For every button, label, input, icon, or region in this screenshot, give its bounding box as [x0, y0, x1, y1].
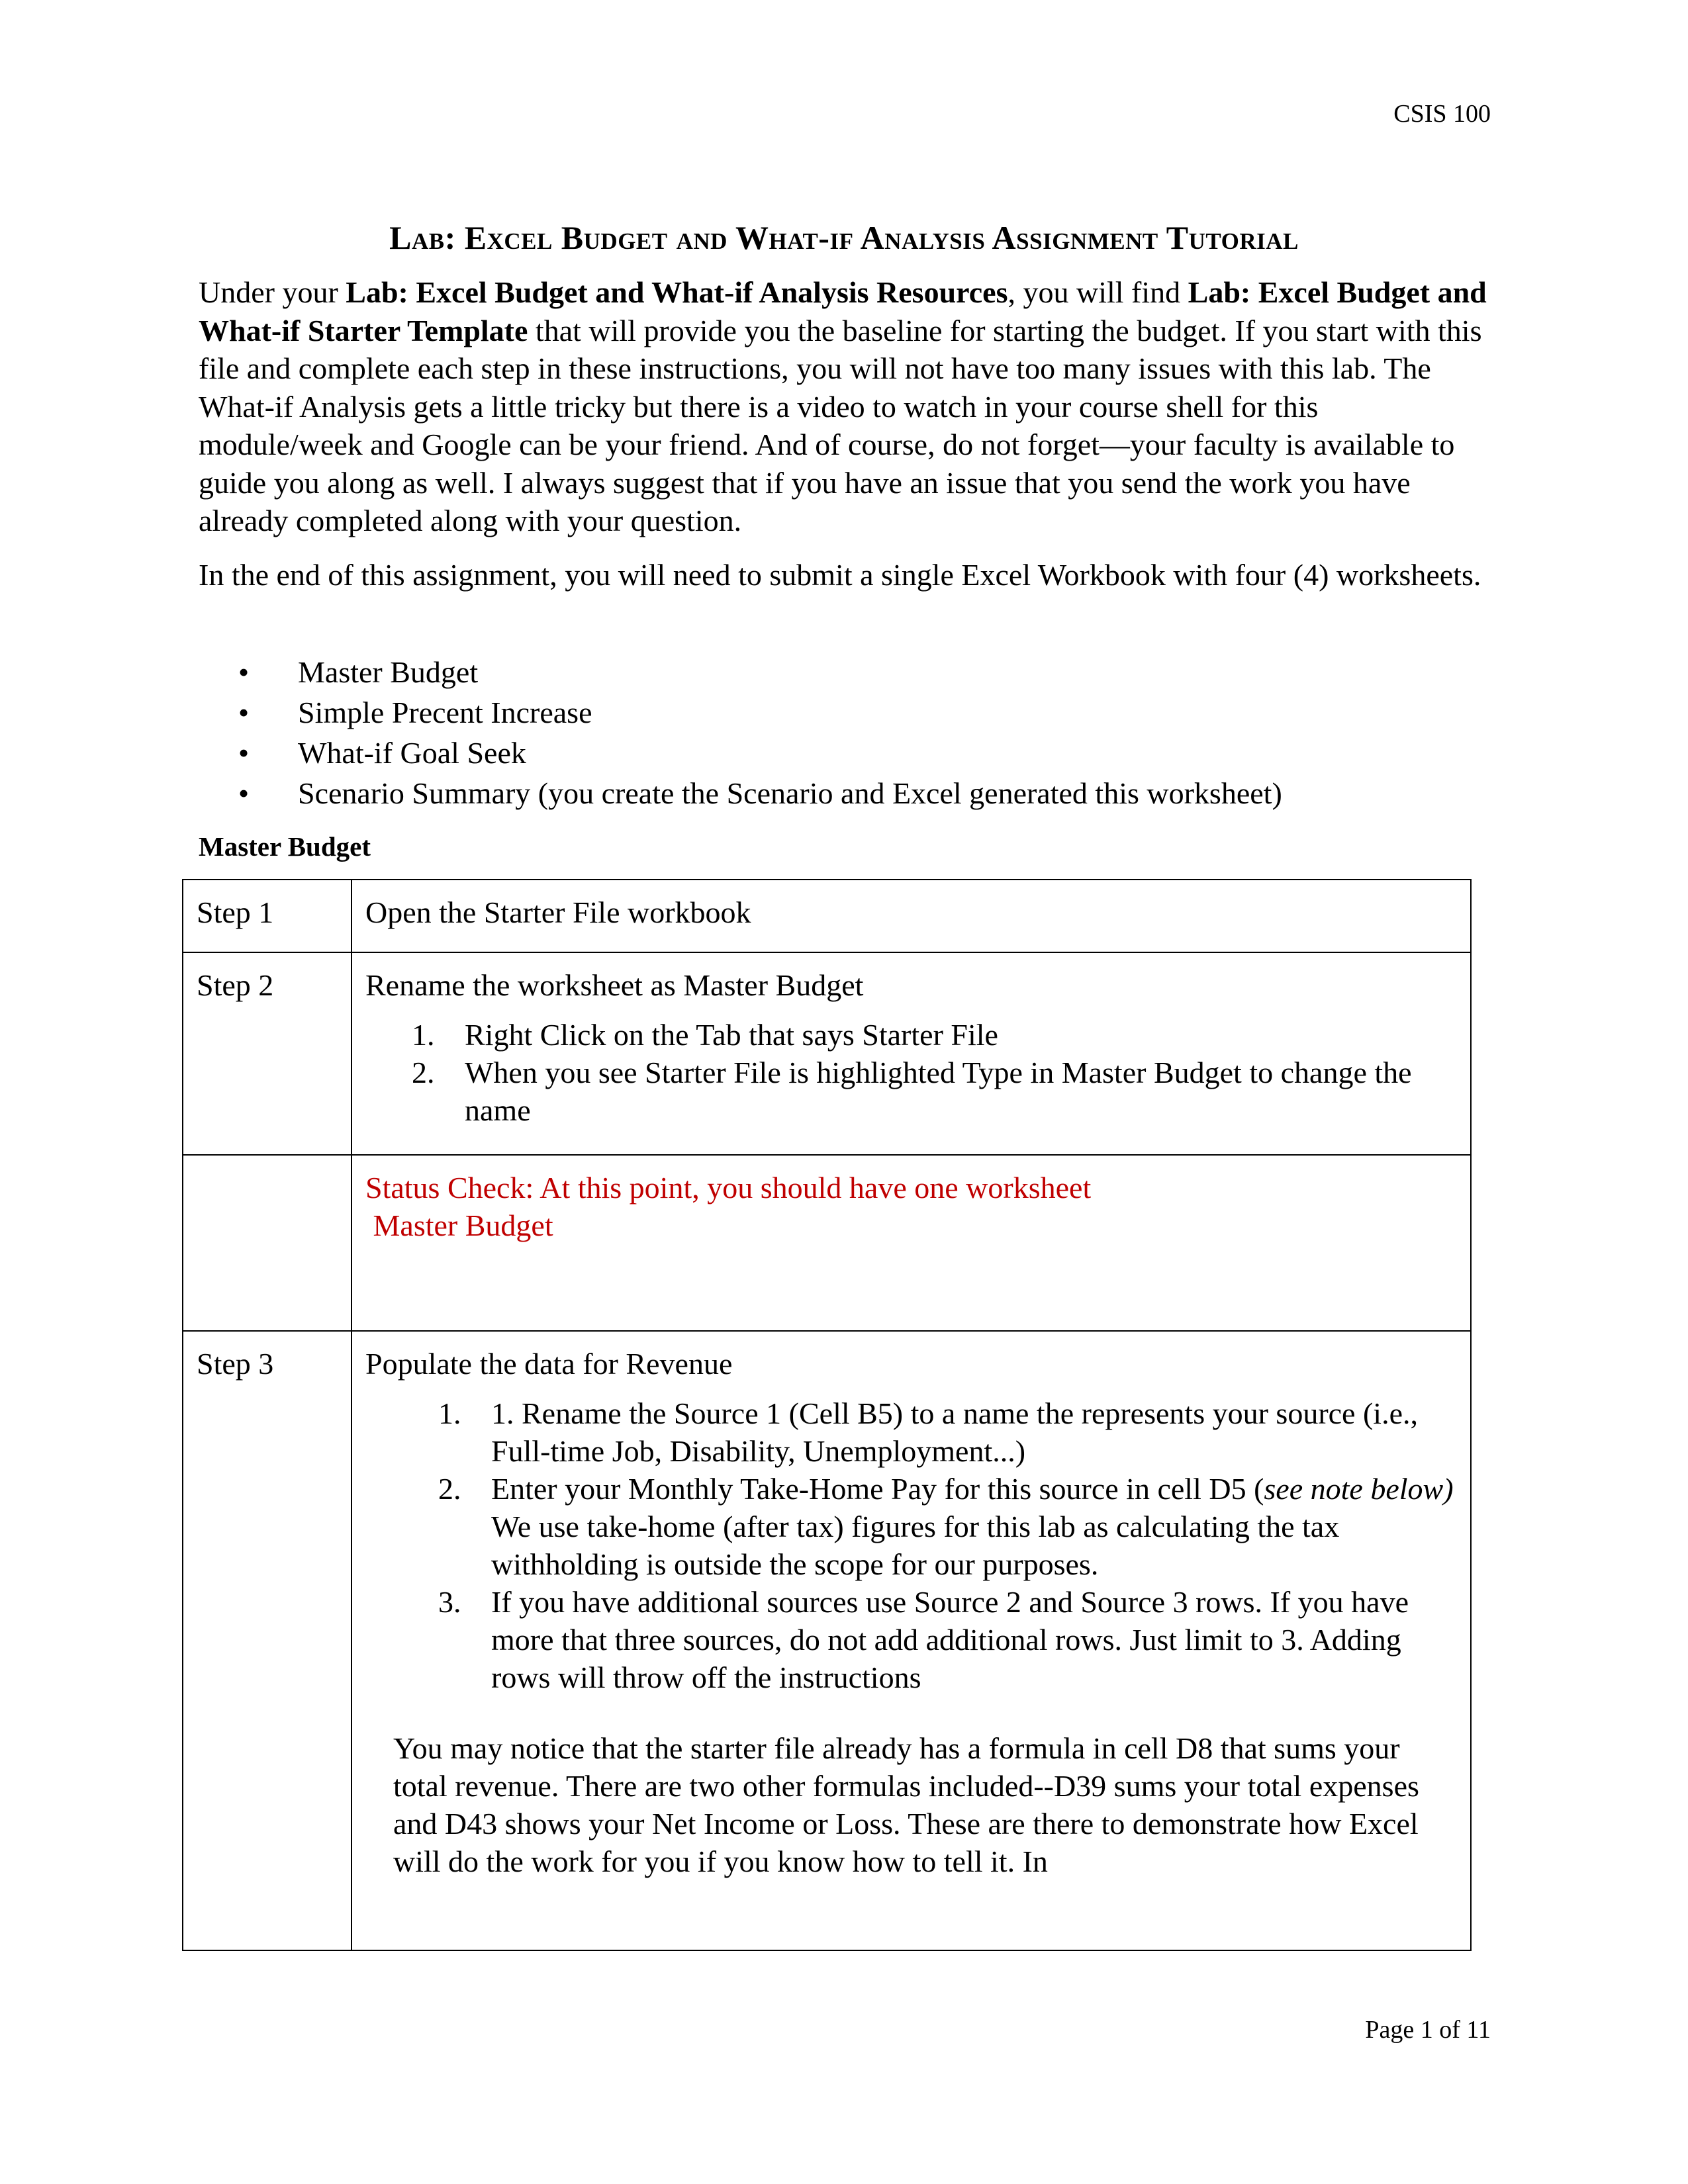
item-text: When you see Starter File is highlighted Type in Master Budget to change the name — [465, 1056, 1412, 1127]
course-header: CSIS 100 — [1393, 100, 1491, 128]
worksheet-list — [238, 652, 1282, 813]
step-content — [352, 952, 1471, 1155]
section-heading: Master Budget — [199, 831, 371, 862]
step-label: Step 1 — [183, 880, 352, 952]
resources-reference: Lab: Excel Budget and What-if Analysis Resources — [346, 275, 1008, 309]
item-number: 3. — [438, 1585, 461, 1619]
list-item — [365, 1016, 1457, 1054]
status-check-sheet: Master Budget — [365, 1208, 553, 1242]
table-row — [183, 1331, 1471, 1950]
item-text-continued: We use take-home (after tax) figures for this lab as calculating the tax withholding is outside the scope for our purposes. — [491, 1510, 1340, 1581]
empty-label-cell — [183, 1155, 352, 1331]
step-label: Step 3 — [183, 1331, 352, 1950]
intro-text-2: , you will find — [1008, 275, 1188, 309]
list-item — [365, 1054, 1457, 1129]
step-instructions — [365, 1394, 1457, 1696]
table-row — [183, 952, 1471, 1155]
intro-text-1: Under your — [199, 275, 346, 309]
item-number: 2. — [438, 1472, 461, 1506]
list-item — [365, 1583, 1457, 1696]
step-content — [352, 880, 1471, 952]
item-text: Enter your Monthly Take-Home Pay for this source in cell D5 ( — [491, 1472, 1264, 1506]
item-text: 1. Rename the Source 1 (Cell B5) to a name the represents your source (i.e., Full-time Job, Disability, Unemployment...) — [491, 1396, 1418, 1468]
table-row — [183, 1155, 1471, 1331]
list-item: • What-if Goal Seek — [238, 733, 1282, 773]
step-label: Step 2 — [183, 952, 352, 1155]
status-check-cell — [352, 1155, 1471, 1331]
item-text: If you have additional sources use Source 2 and Source 3 rows. If you have more that three sources, do not add additional rows. Just limit to 3. Adding rows will throw off the instructions — [491, 1585, 1409, 1694]
formula-note: You may notice that the starter file already has a formula in cell D8 that sums your total revenue. There are two other formulas included--D39 sums your total expenses and D43 shows your Net Income or Loss. These are there to demonstrate how Excel will do the work for you if you know how to tell it. In — [393, 1731, 1419, 1878]
item-text: Right Click on the Tab that says Starter File — [465, 1018, 998, 1052]
table-row — [183, 880, 1471, 952]
item-number: 1. — [438, 1396, 461, 1430]
item-italic-note: see note below) — [1264, 1472, 1454, 1506]
page-number: Page 1 of 11 — [1365, 2016, 1491, 2044]
step-text: Populate the data for Revenue — [365, 1347, 733, 1381]
step-instructions — [365, 1016, 1457, 1129]
status-check-line: Status Check: At this point, you should have one worksheet — [365, 1171, 1092, 1205]
item-number: 1. — [412, 1018, 435, 1052]
list-item — [365, 1394, 1457, 1470]
page-title: Lab: Excel Budget and What-if Analysis Assignment Tutorial — [389, 219, 1299, 256]
intro-text-3: that will provide you the baseline for starting the budget. If you start with this file and complete each step in these instructions, you will not have too many issues with this lab. The What-if Analysis gets a little tricky but there is a video to watch in your course shell for this module/week and Google can be your friend. And of course, do not forget—your faculty is available to guide you along as well. I always suggest that if you have an issue that you send the work you have already completed along with your question. — [199, 313, 1482, 537]
starter-template-reference: Lab: Excel Budget and What-if Starter Template — [199, 275, 1487, 347]
step-text: Rename the worksheet as Master Budget — [365, 968, 864, 1002]
list-item — [365, 1470, 1457, 1583]
step-content — [352, 1331, 1471, 1950]
list-item: • Simple Precent Increase — [238, 692, 1282, 733]
list-item: • Master Budget — [238, 652, 1282, 692]
steps-table — [182, 879, 1472, 1951]
step-text: Open the Starter File workbook — [365, 895, 751, 929]
list-item: • Scenario Summary (you create the Scenario and Excel generated this worksheet) — [238, 773, 1282, 813]
submit-paragraph: In the end of this assignment, you will need to submit a single Excel Workbook with four (4) worksheets. — [199, 558, 1481, 592]
item-number: 2. — [412, 1056, 435, 1089]
intro-paragraph — [199, 273, 1489, 540]
